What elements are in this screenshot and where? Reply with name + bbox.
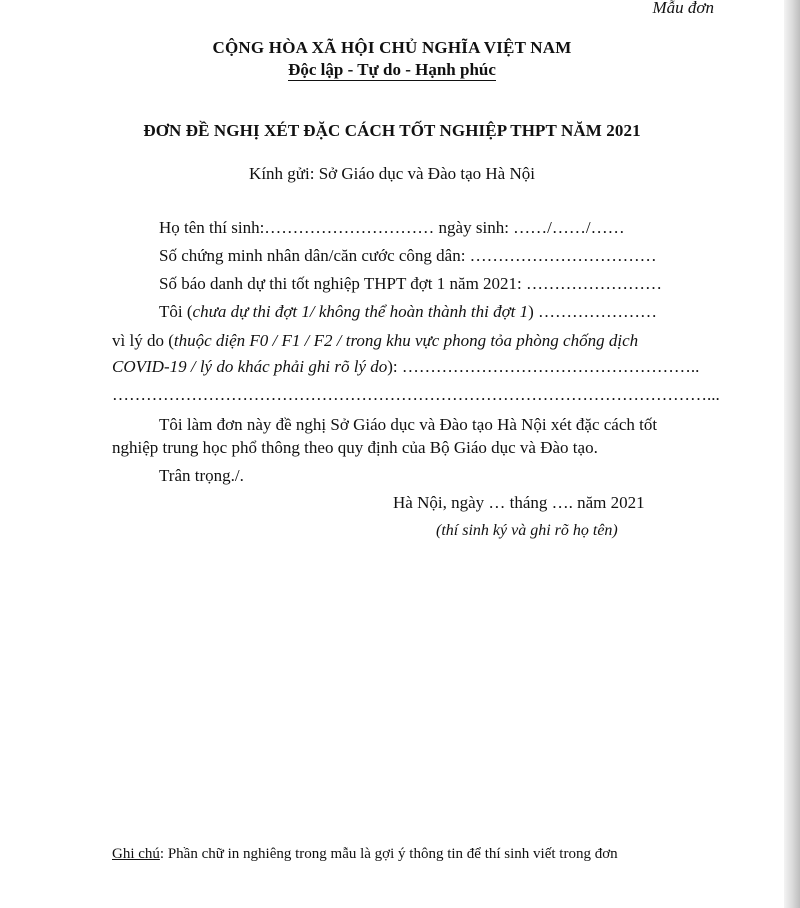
page-edge-shadow [784, 0, 800, 908]
signature-note: (thí sinh ký và ghi rõ họ tên) [436, 522, 618, 539]
exam-number-field: Số báo danh dự thi tốt nghiệp THPT đợt 1 năm 2021: …………………… [159, 274, 663, 293]
request-line-1: Tôi làm đơn này đề nghị Sở Giáo dục và Đào tạo Hà Nội xét đặc cách tốt [159, 415, 658, 434]
form-title: ĐƠN ĐỀ NGHỊ XÉT ĐẶC CÁCH TỐT NGHIỆP THPT NĂM 2021 [143, 121, 641, 140]
reason-hint-1: thuộc diện F0 / F1 / F2 / trong khu vực phong tỏa phòng chống dịch [173, 331, 639, 350]
national-motto [0, 60, 784, 80]
national-title: CỘNG HÒA XÃ HỘI CHỦ NGHĨA VIỆT NAM [212, 38, 572, 57]
reason-suffix: ): …………………………………………….. [387, 357, 700, 376]
signature-date: Hà Nội, ngày … tháng …. năm 2021 [393, 493, 645, 512]
name-dob-field: Họ tên thí sinh:………………………… ngày sinh: ……/……/…… [159, 218, 625, 237]
reason-dots-line: ……………………………………………………………………………………………... [112, 385, 720, 404]
status-hint: chưa dự thi đợt 1/ không thể hoàn thành thi đợt 1 [192, 302, 529, 321]
closing-line: Trân trọng./. [159, 466, 244, 485]
status-suffix: ) ………………… [528, 302, 658, 321]
status-prefix: Tôi ( [159, 302, 193, 321]
reason-prefix: vì lý do ( [112, 331, 174, 350]
id-number-field: Số chứng minh nhân dân/căn cước công dân: …………………………… [159, 246, 657, 265]
footnote [112, 846, 618, 863]
footnote-label: Ghi chú [112, 846, 160, 862]
status-line [159, 302, 657, 322]
request-line-2: nghiệp trung học phổ thông theo quy định của Bộ Giáo dục và Đào tạo. [112, 438, 598, 457]
reason-line-1 [112, 331, 638, 351]
form-tag: Mẫu đơn [652, 0, 714, 17]
footnote-text: : Phần chữ in nghiêng trong mẫu là gợi ý thông tin để thí sinh viết trong đơn [159, 846, 618, 862]
recipient-line: Kính gửi: Sở Giáo dục và Đào tạo Hà Nội [249, 164, 535, 183]
motto-text: Độc lập - Tự do - Hạnh phúc [288, 60, 496, 79]
reason-line-2 [112, 357, 699, 377]
reason-hint-2: COVID-19 / lý do khác phải ghi rõ lý do [112, 357, 388, 376]
